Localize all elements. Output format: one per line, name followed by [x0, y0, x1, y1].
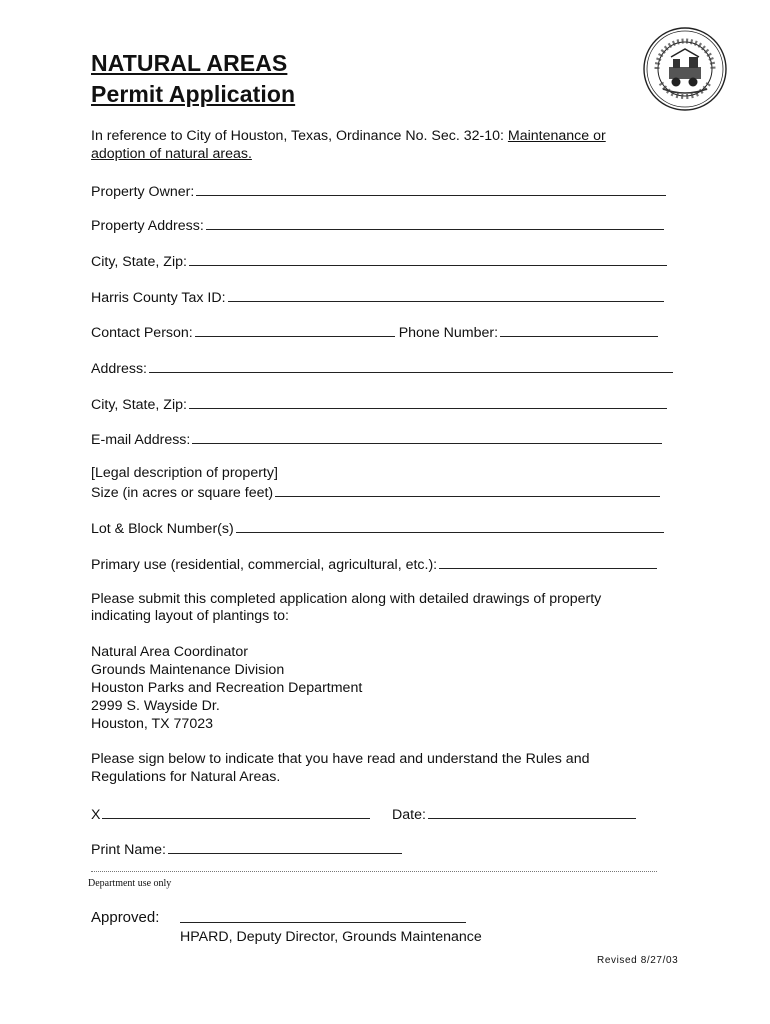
city-state-zip-2-label: City, State, Zip: — [91, 397, 187, 413]
revision-date: Revised 8/27/03 — [597, 955, 679, 966]
email-label: E-mail Address: — [91, 432, 191, 448]
date-field[interactable] — [428, 804, 636, 819]
city-state-zip-label: City, State, Zip: — [91, 254, 187, 270]
intro-text — [91, 127, 606, 145]
date-label: Date: — [392, 807, 426, 823]
phone-number-label: Phone Number: — [398, 325, 499, 341]
phone-number-field[interactable] — [500, 322, 658, 337]
approver-title: HPARD, Deputy Director, Grounds Maintenance — [180, 929, 482, 945]
primary-use-label: Primary use (residential, commercial, agricultural, etc.): — [91, 557, 438, 573]
department-divider — [91, 871, 657, 872]
property-address-label: Property Address: — [91, 218, 204, 234]
address-field[interactable] — [149, 358, 673, 373]
email-field[interactable] — [192, 429, 662, 444]
mailing-line1: Natural Area Coordinator — [91, 644, 248, 660]
email-row — [91, 429, 662, 449]
approved-label: Approved: — [91, 909, 160, 926]
mailing-line3: Houston Parks and Recreation Department — [91, 680, 363, 696]
sign-instructions-line2: Regulations for Natural Areas. — [91, 769, 281, 785]
lot-block-label: Lot & Block Number(s) — [91, 521, 234, 537]
property-address-row — [91, 215, 664, 235]
signature-x-label: X — [91, 807, 101, 823]
signature-row — [91, 804, 370, 824]
address-label: Address: — [91, 361, 147, 377]
submission-line1: Please submit this completed application along with detailed drawings of property — [91, 591, 602, 607]
tax-id-label: Harris County Tax ID: — [91, 290, 226, 306]
lot-block-row — [91, 518, 664, 538]
contact-person-field[interactable] — [195, 322, 395, 337]
contact-row — [91, 322, 658, 342]
contact-person-label: Contact Person: — [91, 325, 193, 341]
city-state-zip-field[interactable] — [189, 251, 667, 266]
size-label: Size (in acres or square feet) — [91, 485, 274, 501]
print-name-field[interactable] — [168, 839, 402, 854]
intro-prefix: In reference to City of Houston, Texas, Ordinance No. Sec. 32-10: — [91, 128, 508, 144]
approval-signature-line[interactable] — [180, 922, 466, 923]
city-state-zip-2-row — [91, 394, 667, 414]
print-name-row — [91, 839, 402, 859]
mailing-line2: Grounds Maintenance Division — [91, 662, 285, 678]
size-field[interactable] — [275, 482, 660, 497]
property-owner-row — [91, 181, 666, 201]
city-seal-icon — [643, 27, 727, 111]
legal-description-label: [Legal description of property] — [91, 465, 278, 481]
tax-id-field[interactable] — [228, 287, 664, 302]
address-row — [91, 358, 673, 378]
tax-id-row — [91, 287, 664, 307]
city-state-zip-2-field[interactable] — [189, 394, 667, 409]
ordinance-title-part2: adoption of natural areas. — [91, 146, 252, 162]
primary-use-row — [91, 554, 657, 574]
property-address-field[interactable] — [206, 215, 664, 230]
mailing-line4: 2999 S. Wayside Dr. — [91, 698, 220, 714]
submission-line2: indicating layout of plantings to: — [91, 608, 289, 624]
print-name-label: Print Name: — [91, 842, 166, 858]
size-row — [91, 482, 660, 502]
form-title: NATURAL AREAS — [91, 50, 288, 76]
form-subtitle: Permit Application — [91, 81, 296, 107]
department-use-label: Department use only — [88, 878, 172, 889]
property-owner-label: Property Owner: — [91, 184, 195, 200]
signature-field[interactable] — [102, 804, 370, 819]
property-owner-field[interactable] — [196, 181, 666, 196]
mailing-line5: Houston, TX 77023 — [91, 716, 213, 732]
sign-instructions-line1: Please sign below to indicate that you have read and understand the Rules and — [91, 751, 590, 767]
city-state-zip-row — [91, 251, 667, 271]
primary-use-field[interactable] — [439, 554, 657, 569]
lot-block-field[interactable] — [236, 518, 664, 533]
ordinance-title-part1: Maintenance or — [507, 128, 606, 144]
date-row — [392, 804, 636, 824]
